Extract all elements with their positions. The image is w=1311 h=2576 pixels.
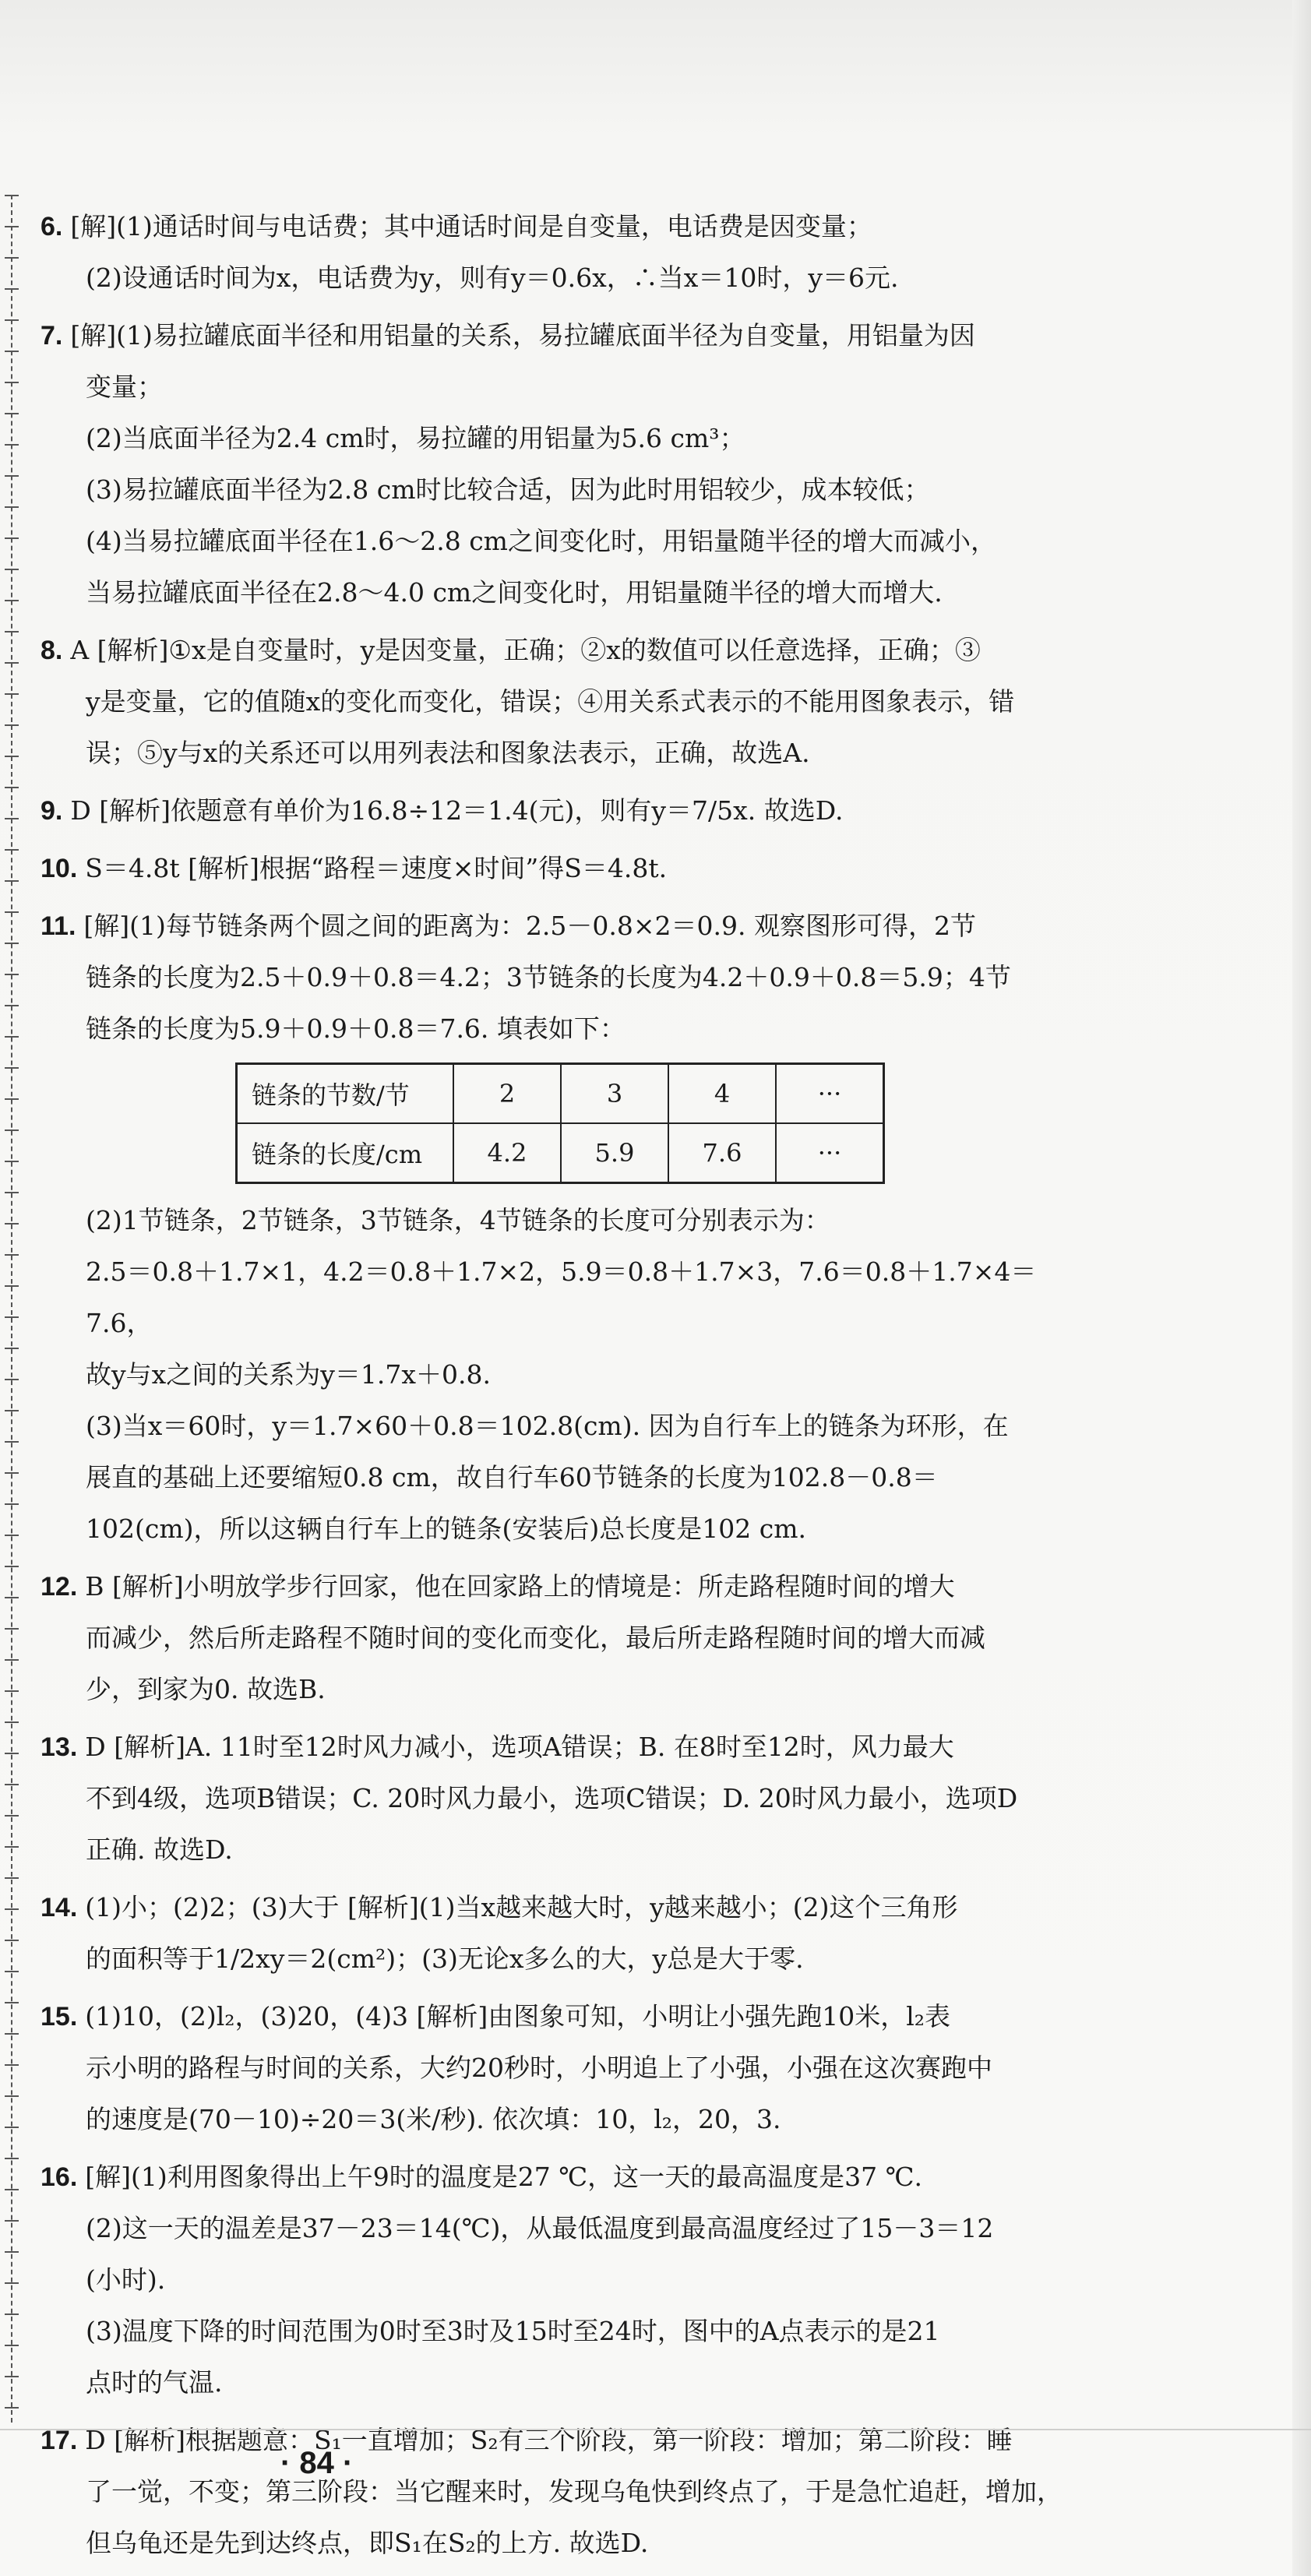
item-number: 16. [41,2162,78,2192]
answer-line: 了一觉，不变；第三阶段：当它醒来时，发现乌龟快到终点了，于是急忙追赶，增加， [86,2476,1063,2507]
answer-item-15 [41,1991,1069,2145]
answer-line: 示小明的路程与时间的关系，大约20秒时，小明追上了小强，小强在这次赛跑中 [86,2053,992,2083]
binding-tick [5,1690,19,1692]
answer-line: 变量； [86,372,163,402]
answer-line: 链条的长度为5.9＋0.9＋0.8＝7.6. 填表如下： [86,1013,626,1044]
binding-tick [5,413,19,414]
binding-tick [5,1036,19,1038]
binding-tick [5,1472,19,1474]
binding-tick [5,1908,19,1910]
answer-line: D [解析]A. 11时至12时风力减小，选项A错误；B. 在8时至12时，风力最大 [85,1732,954,1762]
answer-line: 点时的气温. [86,2367,223,2398]
answer-line: 误；⑤y与x的关系还可以用列表法和图象法表示，正确，故选A. [86,738,810,768]
answer-line: y是变量，它的值随x的变化而变化，错误；④用关系式表示的不能用图象表示，错 [86,686,1015,717]
binding-tick [5,756,19,757]
answer-line: [解](1)通话时间与电话费；其中通话时间是自变量，电话费是因变量； [70,211,872,241]
binding-tick [5,911,19,913]
answer-line: (2)1节链条，2节链条，3节链条，4节链条的长度可分别表示为： [86,1205,830,1235]
binding-tick [5,257,19,259]
binding-tick [5,1535,19,1536]
answer-line: (2)设通话时间为x，电话费为y，则有y＝0.6x，∴当x＝10时，y＝6元. [86,263,899,293]
answer-line: (4)当易拉罐底面半径在1.6～2.8 cm之间变化时，用铝量随半径的增大而减小， [86,526,996,556]
binding-tick [5,1566,19,1567]
binding-tick [5,1815,19,1817]
binding-tick [5,2407,19,2409]
answer-line: 但乌龟还是先到达终点，即S₁在S₂的上方. 故选D. [86,2528,649,2558]
binding-tick [5,1846,19,1848]
binding-tick [5,1784,19,1785]
binding-tick [5,1441,19,1443]
binding-tick [5,569,19,570]
binding-tick [5,1067,19,1069]
answer-line: D [解析]根据题意：S₁一直增加；S₂有三个阶段，第一阶段：增加；第二阶段：睡 [85,2425,1013,2455]
item-number: 14. [41,1893,78,1922]
binding-tick [5,2095,19,2097]
binding-tick [5,1410,19,1411]
footer-divider [0,2429,1311,2430]
binding-tick [5,1877,19,1879]
binding-tick [5,475,19,477]
table-cell: 5.9 [561,1123,668,1183]
answer-line: 不到4级，选项B错误；C. 20时风力最小，选项C错误；D. 20时风力最小，选项D [86,1783,1018,1813]
item-number: 15. [41,2002,78,2032]
table-cell: 4.2 [453,1123,561,1183]
answer-item-13 [41,1721,1069,1876]
binding-tick [5,2345,19,2346]
answer-line: (3)易拉罐底面半径为2.8 cm时比较合适，因为此时用铝较少，成本较低； [86,474,930,505]
table-cell: ··· [776,1064,884,1124]
item-number: 13. [41,1732,78,1762]
binding-tick [5,1971,19,1972]
table-cell: 7.6 [668,1123,776,1183]
answer-line: 的速度是(70－10)÷20＝3(米/秒). 依次填：10，l₂，20，3. [86,2104,781,2134]
item-number: 8. [41,636,63,665]
answer-item-17 [41,2415,1069,2569]
answer-line: 正确. 故选D. [86,1834,233,1865]
binding-ticks [5,195,20,2423]
binding-tick [5,226,19,227]
item-number: 9. [41,796,63,826]
table-cell: 2 [453,1064,561,1124]
item-number: 17. [41,2426,78,2455]
binding-tick [5,974,19,975]
answer-line: [解](1)每节链条两个圆之间的距离为：2.5－0.8×2＝0.9. 观察图形可得，2节 [83,911,976,941]
table-cell: 链条的长度/cm [237,1123,454,1183]
binding-tick [5,2158,19,2159]
item-number: 11. [41,911,76,941]
binding-tick [5,2189,19,2190]
answer-line: 链条的长度为2.5＋0.9＋0.8＝4.2；3节链条的长度为4.2＋0.9＋0.8＝5.9；4节 [86,962,1011,992]
binding-tick [5,1316,19,1318]
item-number: 6. [41,212,63,241]
answer-item-9 [41,785,1069,837]
answer-item-8 [41,625,1069,779]
binding-tick [5,195,19,196]
binding-tick [5,537,19,539]
binding-tick [5,2033,19,2035]
binding-tick [5,1628,19,1630]
answer-line: 的面积等于1/2xy＝2(cm²)；(3)无论x多么的大，y总是大于零. [86,1943,804,1974]
table-cell: ··· [776,1123,884,1183]
binding-tick [5,319,19,321]
table-row [237,1123,884,1183]
answer-item-14 [41,1882,1069,1985]
answer-line: (小时). [86,2264,166,2295]
binding-tick [5,444,19,446]
binding-tick [5,2127,19,2128]
binding-tick [5,1098,19,1100]
binding-tick [5,1379,19,1380]
answer-line: [解](1)利用图象得出上午9时的温度是27 ℃，这一天的最高温度是37 ℃. [85,2162,923,2192]
answer-item-7 [41,310,1069,618]
table-row [237,1064,884,1124]
answer-line: 故y与x之间的关系为y＝1.7x＋0.8. [86,1359,491,1390]
answer-line: (1)10，(2)l₂，(3)20，(4)3 [解析]由图象可知，小明让小强先跑10米，l₂表 [85,2001,951,2032]
binding-tick [5,1753,19,1754]
binding-tick [5,2064,19,2066]
answer-item-16 [41,2151,1069,2409]
binding-tick [5,2282,19,2284]
page-edge-shadow [1292,0,1311,2576]
answer-item-11 [41,900,1069,1555]
binding-tick [5,2002,19,2003]
binding-tick [5,1223,19,1225]
binding-tick [5,787,19,788]
answer-line: (2)这一天的温差是37－23＝14(℃)，从最低温度到最高温度经过了15－3＝12 [86,2213,994,2243]
binding-tick [5,1721,19,1723]
answer-line: 当易拉罐底面半径在2.8～4.0 cm之间变化时，用铝量随半径的增大而增大. [86,577,943,608]
answer-line: 102(cm)，所以这辆自行车上的链条(安装后)总长度是102 cm. [86,1514,806,1544]
answer-line: 少，到家为0. 故选B. [86,1674,326,1704]
answer-line: S＝4.8t [解析]根据“路程＝速度×时间”得S＝4.8t. [85,853,668,883]
answer-item-12 [41,1561,1069,1715]
answer-line: 2.5＝0.8＋1.7×1，4.2＝0.8＋1.7×2，5.9＝0.8＋1.7×3，7.6＝0.8＋1.7×4＝ [86,1256,1037,1287]
answer-line: 而减少，然后所走路程不随时间的变化而变化，最后所走路程随时间的增大而减 [86,1623,985,1653]
binding-tick [5,288,19,290]
binding-tick [5,724,19,726]
answer-line: 展直的基础上还要缩短0.8 cm，故自行车60节链条的长度为102.8－0.8＝ [86,1462,938,1492]
table-cell: 3 [561,1064,668,1124]
binding-tick [5,1659,19,1661]
item-number: 12. [41,1572,78,1602]
answer-line: (3)当x＝60时，y＝1.7×60＋0.8＝102.8(cm). 因为自行车上的链条为环形，在 [86,1411,1009,1441]
answer-list [41,201,1069,2575]
binding-tick [5,506,19,508]
item-number: 7. [41,321,63,351]
binding-tick [5,1005,19,1006]
chain-length-table-wrap [235,1062,1069,1184]
binding-tick [5,1940,19,1941]
binding-tick [5,1597,19,1598]
binding-tick [5,1285,19,1287]
answer-item-6 [41,201,1069,304]
binding-tick [5,1192,19,1193]
binding-tick [5,2376,19,2377]
binding-tick [5,849,19,851]
answer-line: (1)小；(2)2；(3)大于 [解析](1)当x越来越大时，y越来越小；(2)这个三角形 [85,1892,958,1922]
answer-item-10 [41,843,1069,894]
answer-line: 7.6， [86,1308,153,1338]
binding-tick [5,943,19,944]
binding-tick [5,631,19,633]
binding-tick [5,662,19,664]
chain-length-table [235,1062,885,1184]
binding-tick [5,382,19,383]
table-cell: 链条的节数/节 [237,1064,454,1124]
table-cell: 4 [668,1064,776,1124]
answer-line: A [解析]①x是自变量时，y是因变量，正确；②x的数值可以任意选择，正确；③ [70,635,981,665]
binding-tick [5,2251,19,2253]
binding-tick [5,351,19,352]
binding-tick [5,2313,19,2315]
binding-tick [5,693,19,695]
binding-tick [5,1161,19,1162]
binding-tick [5,880,19,882]
binding-tick [5,818,19,819]
answer-line: (3)温度下降的时间范围为0时至3时及15时至24时，图中的A点表示的是21 [86,2316,940,2346]
binding-tick [5,600,19,601]
answer-line: (2)当底面半径为2.4 cm时，易拉罐的用铝量为5.6 cm³； [86,423,745,453]
binding-tick [5,1254,19,1256]
answer-line: D [解析]依题意有单价为16.8÷12＝1.4(元)，则有y＝7/5x. 故选D. [70,795,844,826]
answer-line: [解](1)易拉罐底面半径和用铝量的关系，易拉罐底面半径为自变量，用铝量为因 [70,320,975,351]
binding-tick [5,1348,19,1349]
item-number: 10. [41,854,78,883]
binding-tick [5,1503,19,1505]
page-number: · 84 · [280,2446,354,2480]
binding-tick [5,1129,19,1131]
answer-line: B [解析]小明放学步行回家，他在回家路上的情境是：所走路程随时间的增大 [85,1571,955,1602]
binding-tick [5,2220,19,2222]
